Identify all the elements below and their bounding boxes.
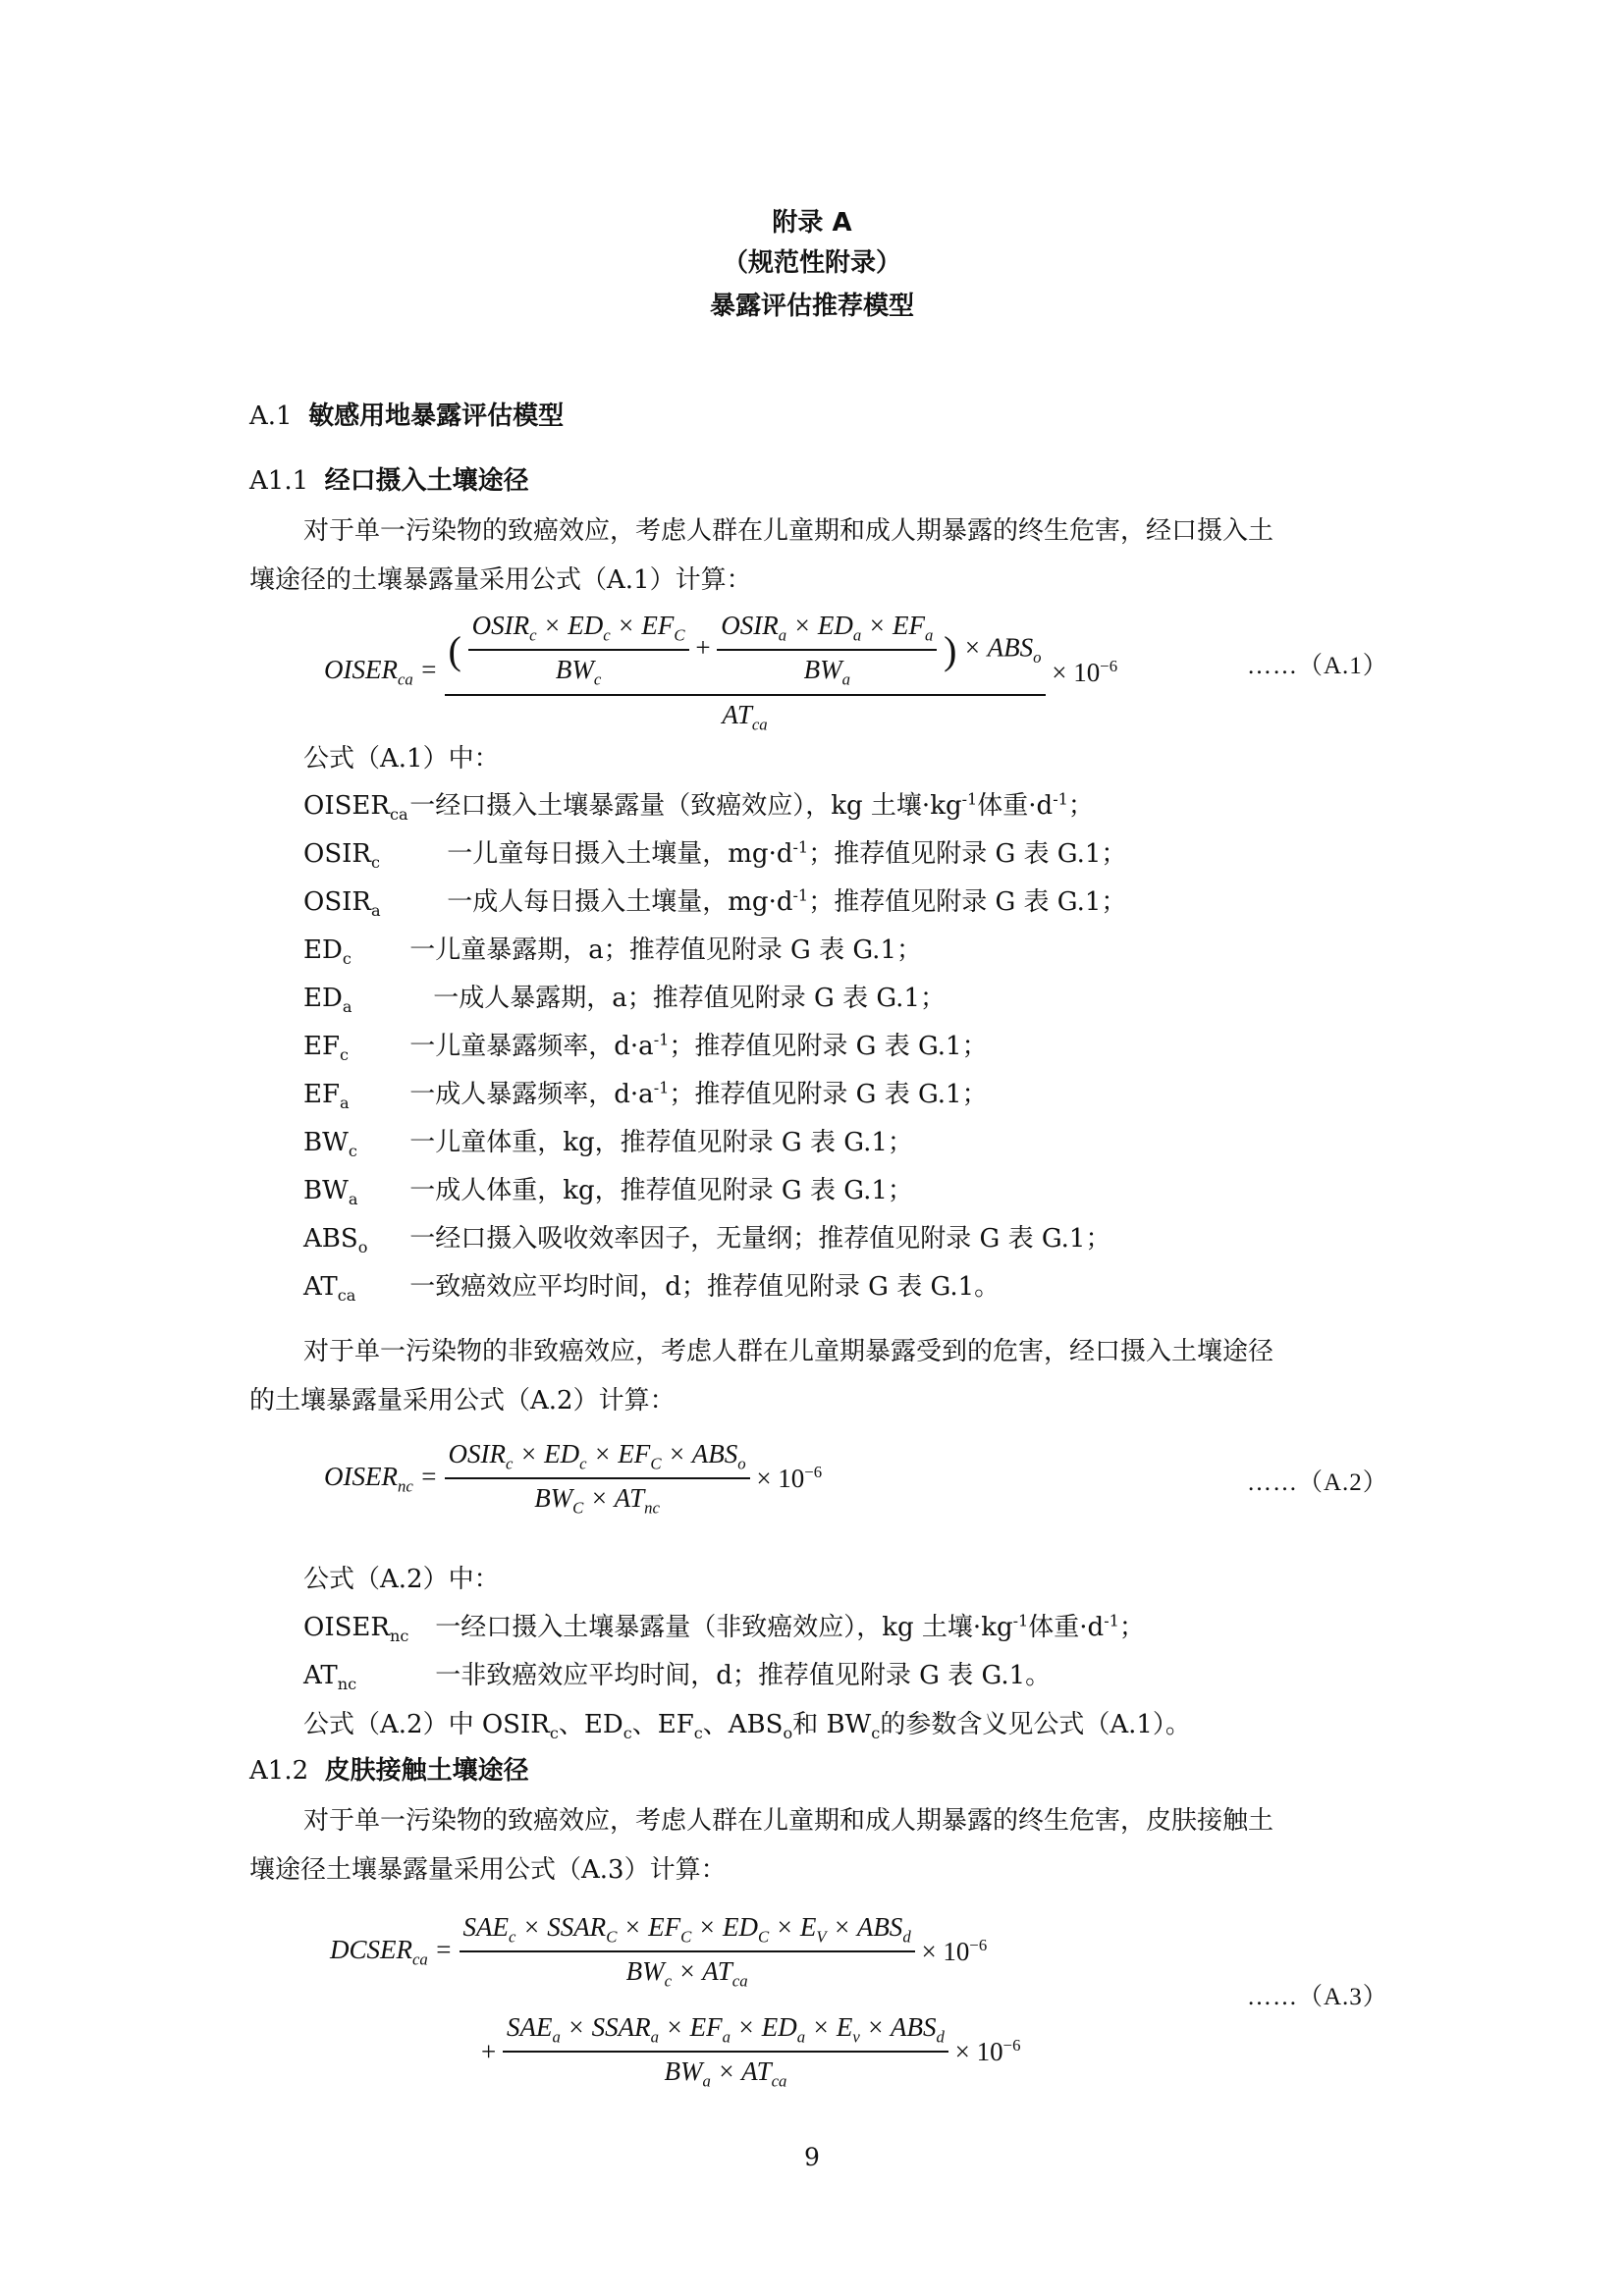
where-label: 公式（A.1）中： bbox=[303, 744, 500, 774]
symbol: $OISER_{ca}$ bbox=[303, 791, 408, 825]
definition-list-a1 bbox=[303, 785, 1126, 1314]
appendix-normative: （规范性附录） bbox=[722, 248, 901, 278]
section-number: A.1 bbox=[249, 401, 293, 431]
equation-a1: $OISER_{ca}$ = ( $\frac{OSIR_c \times ED_c \times EF_C}{BW_c}$ + $\frac{OSIR_a \times ED_a \times EF_a}{BW_a}$ ) × $ABS_o$ $AT_{ca}$ × $10^{-6}$ bbox=[324, 611, 1118, 734]
section-title: 经口摄入土壤途径 bbox=[324, 466, 529, 496]
definition-row: $ABS_o$ 一经口摄入吸收效率因子，无量纲；推荐值见附录 G 表 G.1； bbox=[303, 1224, 1111, 1257]
symbol: $EF_c$ bbox=[303, 1032, 350, 1065]
definition-row: $BW_a$ 一成人体重，kg，推荐值见附录 G 表 G.1； bbox=[303, 1176, 913, 1209]
paragraph-line: 对于单一污染物的致癌效应，考虑人群在儿童期和成人期暴露的终生危害，经口摄入土 bbox=[303, 516, 1274, 546]
symbol: $AT_{ca}$ bbox=[303, 1272, 356, 1306]
symbol: $ED_c$ bbox=[303, 935, 352, 969]
equation-a3-line2: + $\frac{SAE_a \times SSAR_a \times EF_a \times ED_a \times E_v \times ABS_d}{BW_a \times AT_{ca}}$ × $10^{-6}$ bbox=[481, 2012, 1021, 2091]
paragraph-line: 对于单一污染物的非致癌效应，考虑人群在儿童期暴露受到的危害，经口摄入土壤途径 bbox=[303, 1337, 1274, 1366]
appendix-label: 附录 A bbox=[772, 208, 852, 238]
section-title: 皮肤接触土壤途径 bbox=[324, 1756, 529, 1786]
symbol: $OSIR_c$ bbox=[303, 839, 381, 873]
definition-row: $OSIR_c$ 一儿童每日摄入土壤量，$mg\cdot d^{-1}$；推荐值见附录 G 表 G.1； bbox=[303, 837, 1127, 873]
equation-a3-line1: $DCSER_{ca}$ = $\frac{SAE_c \times SSAR_C \times EF_C \times ED_C \times E_V \times ABS_d}{BW_c \times AT_{ca}}$ × $10^{-6}$ bbox=[330, 1912, 988, 1991]
symbol: $ED_a$ bbox=[303, 984, 352, 1017]
definition-row: $ED_c$ 一儿童暴露期，a；推荐值见附录 G 表 G.1； bbox=[303, 935, 922, 969]
paragraph-line: 对于单一污染物的致癌效应，考虑人群在儿童期和成人期暴露的终生危害，皮肤接触土 bbox=[303, 1806, 1274, 1836]
section-a12-heading bbox=[249, 1750, 529, 1787]
note-a2: 公式（A.2）中 $OSIR_c$、$ED_c$、$EF_c$、$ABS_o$和 $BW_c$的参数含义见公式（A.1）。 bbox=[303, 1710, 1191, 1743]
symbol: $BW_c$ bbox=[303, 1128, 357, 1161]
definition-row: $OSIR_a$ 一成人每日摄入土壤量，$mg\cdot d^{-1}$；推荐值见附录 G 表 G.1； bbox=[303, 885, 1127, 921]
section-a11-heading bbox=[249, 460, 529, 497]
symbol: $OISER_{nc}$ bbox=[303, 1613, 409, 1646]
definition-row: $EF_c$ 一儿童暴露频率，$d\cdot a^{-1}$；推荐值见附录 G 表 G.1； bbox=[303, 1030, 988, 1065]
symbol: $OSIR_a$ bbox=[303, 887, 381, 921]
equation-number-a3: ……（A.3） bbox=[1247, 1984, 1388, 2010]
paragraph-line: 的土壤暴露量采用公式（A.2）计算： bbox=[249, 1386, 676, 1415]
definition-list-a2 bbox=[303, 1607, 1145, 1703]
section-a1-heading bbox=[249, 396, 564, 432]
definition-row: $OISER_{nc}$ 一经口摄入土壤暴露量（非致癌效应），kg 土壤$\cdot kg^{-1}$体重$\cdot d^{-1}$； bbox=[303, 1611, 1145, 1646]
definition-row: $ED_a$ 一成人暴露期，a；推荐值见附录 G 表 G.1； bbox=[303, 984, 946, 1017]
page-number: 9 bbox=[804, 2143, 820, 2171]
section-title: 敏感用地暴露评估模型 bbox=[308, 401, 565, 431]
symbol: $BW_a$ bbox=[303, 1176, 358, 1209]
equation-number-a1: ……（A.1） bbox=[1247, 653, 1388, 679]
paragraph-line: 壤途径土壤暴露量采用公式（A.3）计算： bbox=[249, 1855, 727, 1885]
symbol: $EF_a$ bbox=[303, 1080, 350, 1113]
definition-row: $AT_{nc}$ 一非致癌效应平均时间，d；推荐值见附录 G 表 G.1。 bbox=[303, 1661, 1052, 1694]
appendix-title: 暴露评估推荐模型 bbox=[709, 292, 914, 321]
equation-number-a2: ……（A.2） bbox=[1247, 1469, 1388, 1496]
definition-row: $BW_c$ 一儿童体重，kg，推荐值见附录 G 表 G.1； bbox=[303, 1128, 913, 1161]
definition-row: $EF_a$ 一成人暴露频率，$d\cdot a^{-1}$；推荐值见附录 G 表 G.1； bbox=[303, 1078, 988, 1113]
where-label: 公式（A.2）中： bbox=[303, 1565, 500, 1594]
section-number: A1.2 bbox=[249, 1756, 309, 1786]
paragraph-line: 壤途径的土壤暴露量采用公式（A.1）计算： bbox=[249, 565, 752, 595]
equation-a2: $OISER_{nc}$ = $\frac{OSIR_c \times ED_c \times EF_C \times ABS_o}{BW_C \times AT_{nc}}$ × $10^{-6}$ bbox=[324, 1439, 823, 1518]
definition-row: $OISER_{ca}$ 一经口摄入土壤暴露量（致癌效应），kg 土壤$\cdot kg^{-1}$体重$\cdot d^{-1}$； bbox=[303, 789, 1094, 825]
symbol: $AT_{nc}$ bbox=[303, 1661, 357, 1694]
symbol: $ABS_o$ bbox=[303, 1224, 368, 1257]
definition-row: $AT_{ca}$ 一致癌效应平均时间，d；推荐值见附录 G 表 G.1。 bbox=[303, 1272, 1001, 1306]
section-number: A1.1 bbox=[249, 466, 309, 496]
